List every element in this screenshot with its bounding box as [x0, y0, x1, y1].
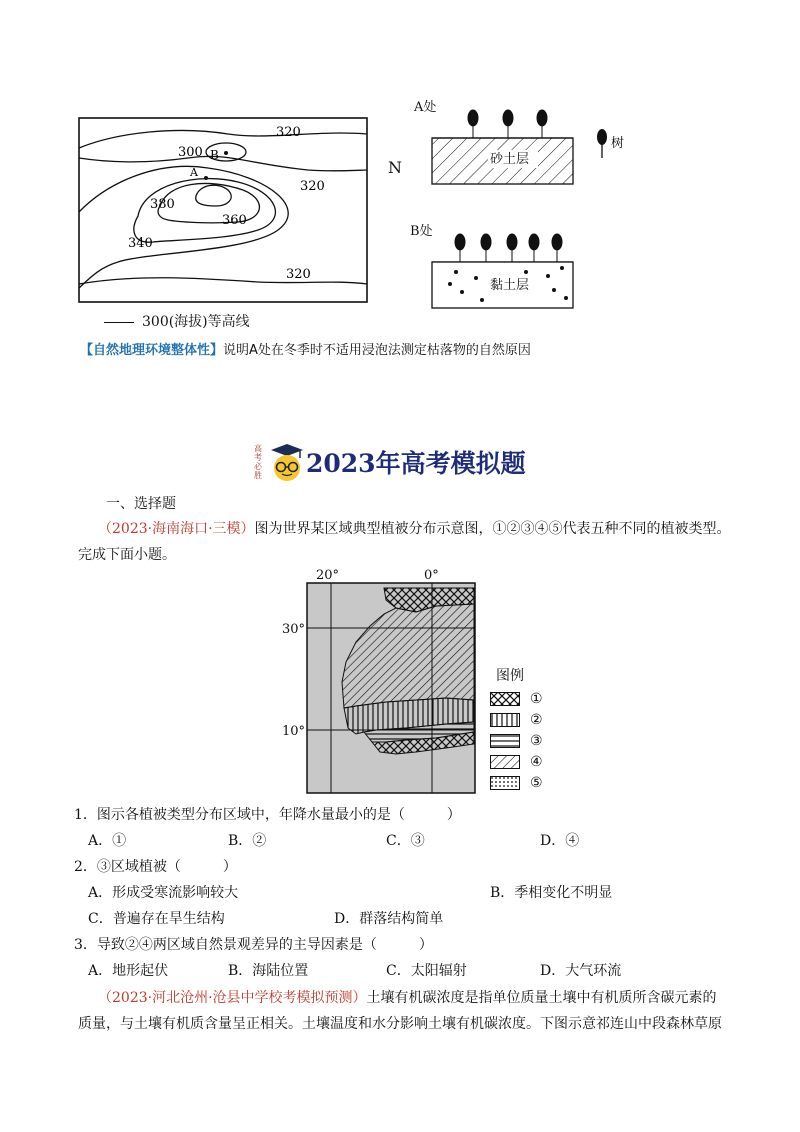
- passage1-text1: 图为世界某区域典型植被分布示意图，①②③④⑤代表五种不同的植被类型。: [254, 521, 731, 537]
- veg-legend-label: ③: [530, 732, 543, 749]
- legend-swatch-dots: [490, 776, 520, 790]
- veg-legend-item: [490, 688, 543, 709]
- veg-legend-label: ①: [530, 690, 543, 707]
- contour-map: [78, 112, 378, 304]
- soil-diagram-a: [430, 104, 575, 186]
- tree-legend-icon: [595, 128, 609, 158]
- soil-a-label: A处: [414, 100, 437, 115]
- passage2-line1: [98, 988, 717, 1008]
- question-2-option-a[interactable]: A．形成受寒流影响较大: [88, 885, 239, 901]
- contour-label-360: 360: [222, 213, 247, 228]
- question-3-stem: 3．导致②④两区域自然景观差异的主导因素是（ ）: [74, 937, 433, 953]
- question-2-option-b[interactable]: B．季相变化不明显: [490, 885, 613, 901]
- legend-swatch-horizontal: [490, 734, 520, 748]
- question-3-option-b[interactable]: B．海陆位置: [228, 963, 309, 979]
- question-1-stem: 1．图示各植被类型分布区域中，年降水量最小的是（ ）: [74, 807, 461, 823]
- veg-legend-label: ④: [530, 753, 543, 770]
- soil-b-label: B处: [410, 224, 433, 239]
- veg-legend-label: ②: [530, 711, 543, 728]
- veg-legend-item: [490, 772, 543, 793]
- passage2-source: （2023·河北沧州·沧县中学校考模拟预测）: [98, 990, 367, 1006]
- veg-legend-label: ⑤: [530, 774, 543, 791]
- part-heading: 一、选择题: [106, 496, 176, 512]
- passage1-source: （2023·海南海口·三模）: [98, 521, 255, 537]
- question-1-option-b[interactable]: B．②: [228, 833, 267, 849]
- mascot-icon: [268, 442, 306, 482]
- legend-swatch-cross: [490, 692, 520, 706]
- tree-legend-label: 树: [611, 136, 625, 151]
- lat-label-30: 30°: [282, 622, 306, 637]
- passage2-text1: 土壤有机碳浓度是指单位质量土壤中有机质所含碳元素的: [366, 990, 717, 1006]
- contour-label-380: 380: [150, 197, 175, 212]
- question-2-option-c[interactable]: C．普遍存在旱生结构: [88, 911, 225, 927]
- question-2-option-d[interactable]: D．群落结构简单: [334, 911, 444, 927]
- point-b-label: B: [210, 148, 219, 162]
- question-1-option-c[interactable]: C．③: [386, 833, 425, 849]
- section-title: 2023年高考模拟题: [306, 449, 526, 478]
- question-3-option-c[interactable]: C．太阳辐射: [386, 963, 467, 979]
- vegetation-map: [306, 582, 476, 794]
- contour-legend-text: 300(海拔)等高线: [142, 314, 250, 330]
- north-arrow-label: N: [388, 158, 402, 177]
- passage1-line1: [98, 519, 731, 539]
- veg-legend: [490, 688, 543, 793]
- question-1-option-d[interactable]: D．④: [540, 833, 580, 849]
- lon-label-20: 20°: [316, 568, 340, 583]
- legend-swatch-diagonal: [490, 755, 520, 769]
- logo-text: 高考必胜: [254, 444, 262, 480]
- passage2-line2: 质量，与土壤有机质含量呈正相关。土壤温度和水分影响土壤有机碳浓度。下图示意祁连山中段森林草原: [78, 1016, 722, 1032]
- passage1-line2: 完成下面小题。: [78, 547, 176, 563]
- soil-b-layer-label: 黏土层: [490, 278, 530, 293]
- contour-label-320-bottom: 320: [286, 267, 311, 282]
- question-1-option-a[interactable]: A．①: [88, 833, 127, 849]
- lat-label-10: 10°: [282, 724, 306, 739]
- veg-legend-item: [490, 751, 543, 772]
- legend-swatch-vertical: [490, 713, 520, 727]
- intro-question: [80, 341, 531, 361]
- question-3-option-a[interactable]: A．地形起伏: [88, 963, 169, 979]
- contour-label-340: 340: [128, 236, 153, 251]
- veg-legend-item: [490, 709, 543, 730]
- question-2-stem: 2．③区域植被（ ）: [74, 859, 237, 875]
- contour-label-320-right: 320: [300, 179, 325, 194]
- intro-question-tag: 【自然地理环境整体性】: [80, 343, 224, 358]
- veg-legend-title: 图例: [496, 668, 524, 684]
- veg-legend-item: [490, 730, 543, 751]
- soil-diagram-b: [430, 228, 575, 310]
- intro-question-text: 说明A处在冬季时不适用浸泡法测定枯落物的自然原因: [223, 343, 531, 358]
- point-a-label: A: [190, 166, 198, 179]
- lon-label-0: 0°: [424, 568, 439, 583]
- soil-a-layer-label: 砂土层: [490, 152, 530, 167]
- question-3-option-d[interactable]: D．大气环流: [540, 963, 622, 979]
- contour-label-300: 300: [178, 145, 203, 160]
- contour-label-320-top: 320: [276, 125, 301, 140]
- contour-legend-line: [104, 322, 134, 323]
- contour-legend: [104, 312, 250, 332]
